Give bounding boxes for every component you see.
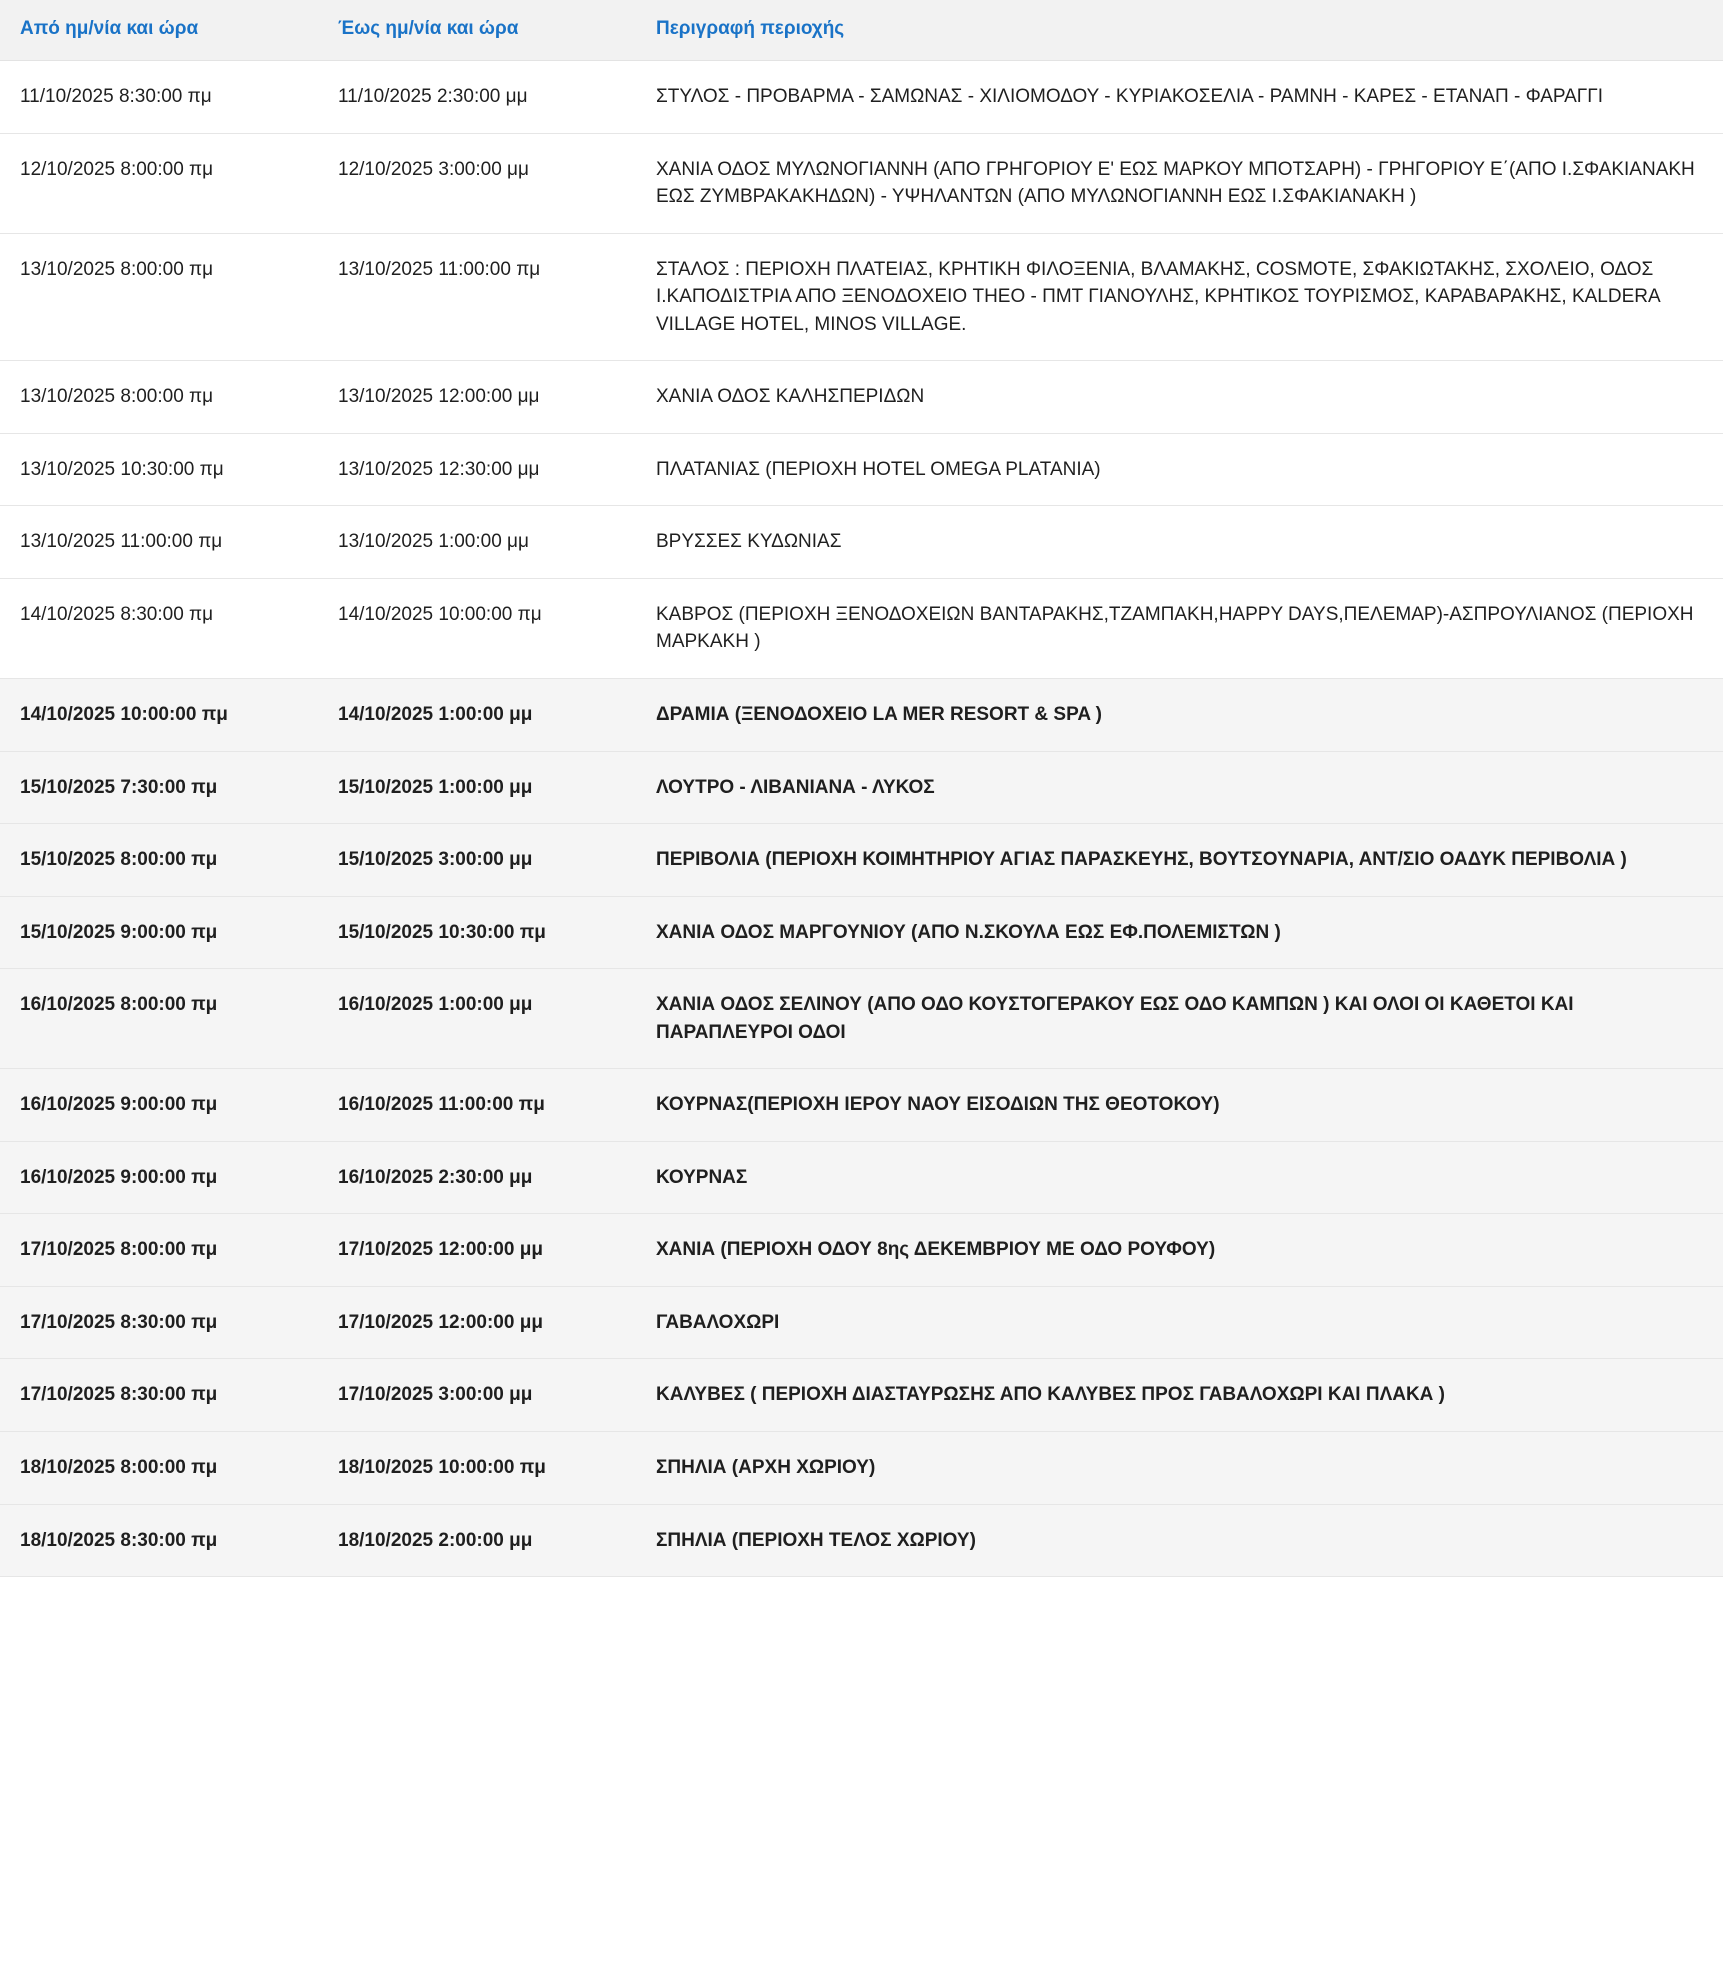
cell-area-description: ΛΟΥΤΡΟ - ΛΙΒΑΝΙΑΝΑ - ΛΥΚΟΣ bbox=[636, 751, 1723, 824]
cell-to-datetime: 17/10/2025 12:00:00 μμ bbox=[318, 1214, 636, 1287]
table-row bbox=[0, 1359, 1723, 1432]
table-row bbox=[0, 824, 1723, 897]
table-row bbox=[0, 361, 1723, 434]
cell-area-description: ΚΟΥΡΝΑΣ(ΠΕΡΙΟΧΗ ΙΕΡΟΥ ΝΑΟΥ ΕΙΣΟΔΙΩΝ ΤΗΣ ΘΕΟΤΟΚΟΥ) bbox=[636, 1069, 1723, 1142]
column-header-description: Περιγραφή περιοχής bbox=[636, 0, 1723, 61]
cell-area-description: ΣΤΑΛΟΣ : ΠΕΡΙΟΧΗ ΠΛΑΤΕΙΑΣ, ΚΡΗΤΙΚΗ ΦΙΛΟΞΕΝΙΑ, ΒΛΑΜΑΚΗΣ, COSMOTE, ΣΦΑΚΙΩΤΑΚΗΣ, ΣΧΟΛΕΙΟ, ΟΔΟΣ Ι.ΚΑΠΟΔΙΣΤΡΙΑ ΑΠΟ ΞΕΝΟΔΟΧΕΙΟ THEO - ΠΜΤ ΓΙΑΝΟΥΛΗΣ, ΚΡΗΤΙΚΟΣ ΤΟΥΡΙΣΜΟΣ, ΚΑΡΑΒΑΡΑΚΗΣ, KALDERA VILLAGE HOTEL, MINOS VILLAGE. bbox=[636, 233, 1723, 361]
cell-to-datetime: 18/10/2025 10:00:00 πμ bbox=[318, 1432, 636, 1505]
cell-to-datetime: 17/10/2025 12:00:00 μμ bbox=[318, 1286, 636, 1359]
table-row bbox=[0, 233, 1723, 361]
cell-from-datetime: 13/10/2025 10:30:00 πμ bbox=[0, 433, 318, 506]
cell-from-datetime: 16/10/2025 9:00:00 πμ bbox=[0, 1141, 318, 1214]
cell-to-datetime: 14/10/2025 1:00:00 μμ bbox=[318, 679, 636, 752]
cell-area-description: ΧΑΝΙΑ ΟΔΟΣ ΜΥΛΩΝΟΓΙΑΝΝΗ (ΑΠΟ ΓΡΗΓΟΡΙΟΥ Ε' ΕΩΣ ΜΑΡΚΟΥ ΜΠΟΤΣΑΡΗ) - ΓΡΗΓΟΡΙΟΥ Ε΄(ΑΠΟ Ι.ΣΦΑΚΙΑΝΑΚΗ ΕΩΣ ΖΥΜΒΡΑΚΑΚΗΔΩΝ) - ΥΨΗΛΑΝΤΩΝ (ΑΠΟ ΜΥΛΩΝΟΓΙΑΝΝΗ ΕΩΣ Ι.ΣΦΑΚΙΑΝΑΚΗ ) bbox=[636, 133, 1723, 233]
cell-from-datetime: 12/10/2025 8:00:00 πμ bbox=[0, 133, 318, 233]
table-row bbox=[0, 61, 1723, 134]
table-header-row bbox=[0, 0, 1723, 61]
cell-area-description: ΚΑΛΥΒΕΣ ( ΠΕΡΙΟΧΗ ΔΙΑΣΤΑΥΡΩΣΗΣ ΑΠΟ ΚΑΛΥΒΕΣ ΠΡΟΣ ΓΑΒΑΛΟΧΩΡΙ ΚΑΙ ΠΛΑΚΑ ) bbox=[636, 1359, 1723, 1432]
cell-from-datetime: 14/10/2025 8:30:00 πμ bbox=[0, 578, 318, 678]
table-row bbox=[0, 1432, 1723, 1505]
cell-to-datetime: 16/10/2025 11:00:00 πμ bbox=[318, 1069, 636, 1142]
cell-to-datetime: 17/10/2025 3:00:00 μμ bbox=[318, 1359, 636, 1432]
table-body bbox=[0, 61, 1723, 1577]
cell-from-datetime: 17/10/2025 8:00:00 πμ bbox=[0, 1214, 318, 1287]
table-row bbox=[0, 578, 1723, 678]
table-row bbox=[0, 1069, 1723, 1142]
table-row bbox=[0, 679, 1723, 752]
cell-area-description: ΣΠΗΛΙΑ (ΠΕΡΙΟΧΗ ΤΕΛΟΣ ΧΩΡΙΟΥ) bbox=[636, 1504, 1723, 1577]
cell-from-datetime: 17/10/2025 8:30:00 πμ bbox=[0, 1286, 318, 1359]
cell-to-datetime: 11/10/2025 2:30:00 μμ bbox=[318, 61, 636, 134]
table-row bbox=[0, 969, 1723, 1069]
cell-to-datetime: 13/10/2025 12:30:00 μμ bbox=[318, 433, 636, 506]
cell-from-datetime: 13/10/2025 8:00:00 πμ bbox=[0, 233, 318, 361]
cell-area-description: ΚΟΥΡΝΑΣ bbox=[636, 1141, 1723, 1214]
table-row bbox=[0, 133, 1723, 233]
cell-area-description: ΧΑΝΙΑ ΟΔΟΣ ΣΕΛΙΝΟΥ (ΑΠΟ ΟΔΟ ΚΟΥΣΤΟΓΕΡΑΚΟΥ ΕΩΣ ΟΔΟ ΚΑΜΠΩΝ ) ΚΑΙ ΟΛΟΙ ΟΙ ΚΑΘΕΤΟΙ ΚΑΙ ΠΑΡΑΠΛΕΥΡΟΙ ΟΔΟΙ bbox=[636, 969, 1723, 1069]
cell-area-description: ΠΛΑΤΑΝΙΑΣ (ΠΕΡΙΟΧΗ HOTEL OMEGA PLATANIA) bbox=[636, 433, 1723, 506]
cell-from-datetime: 14/10/2025 10:00:00 πμ bbox=[0, 679, 318, 752]
table-row bbox=[0, 751, 1723, 824]
cell-area-description: ΣΤΥΛΟΣ - ΠΡΟΒΑΡΜΑ - ΣΑΜΩΝΑΣ - ΧΙΛΙΟΜΟΔΟΥ - ΚΥΡΙΑΚΟΣΕΛΙΑ - ΡΑΜΝΗ - ΚΑΡΕΣ - ΕΤΑΝΑΠ - ΦΑΡΑΓΓΙ bbox=[636, 61, 1723, 134]
cell-from-datetime: 11/10/2025 8:30:00 πμ bbox=[0, 61, 318, 134]
cell-from-datetime: 15/10/2025 9:00:00 πμ bbox=[0, 896, 318, 969]
cell-from-datetime: 18/10/2025 8:30:00 πμ bbox=[0, 1504, 318, 1577]
cell-to-datetime: 13/10/2025 12:00:00 μμ bbox=[318, 361, 636, 434]
table-row bbox=[0, 1504, 1723, 1577]
cell-area-description: ΧΑΝΙΑ (ΠΕΡΙΟΧΗ ΟΔΟΥ 8ης ΔΕΚΕΜΒΡΙΟΥ ΜΕ ΟΔΟ ΡΟΥΦΟΥ) bbox=[636, 1214, 1723, 1287]
table-row bbox=[0, 433, 1723, 506]
cell-to-datetime: 18/10/2025 2:00:00 μμ bbox=[318, 1504, 636, 1577]
table-row bbox=[0, 896, 1723, 969]
cell-area-description: ΒΡΥΣΣΕΣ ΚΥΔΩΝΙΑΣ bbox=[636, 506, 1723, 579]
cell-to-datetime: 12/10/2025 3:00:00 μμ bbox=[318, 133, 636, 233]
cell-area-description: ΧΑΝΙΑ ΟΔΟΣ ΚΑΛΗΣΠΕΡΙΔΩΝ bbox=[636, 361, 1723, 434]
cell-area-description: ΣΠΗΛΙΑ (ΑΡΧΗ ΧΩΡΙΟΥ) bbox=[636, 1432, 1723, 1505]
cell-to-datetime: 16/10/2025 1:00:00 μμ bbox=[318, 969, 636, 1069]
cell-area-description: ΚΑΒΡΟΣ (ΠΕΡΙΟΧΗ ΞΕΝΟΔΟΧΕΙΩΝ ΒΑΝΤΑΡΑΚΗΣ,ΤΖΑΜΠΑΚΗ,HAPPY DAYS,ΠΕΛΕΜΑΡ)-ΑΣΠΡΟΥΛΙΑΝΟΣ (ΠΕΡΙΟΧΗ ΜΑΡΚΑΚΗ ) bbox=[636, 578, 1723, 678]
cell-from-datetime: 13/10/2025 11:00:00 πμ bbox=[0, 506, 318, 579]
cell-to-datetime: 13/10/2025 11:00:00 πμ bbox=[318, 233, 636, 361]
cell-to-datetime: 16/10/2025 2:30:00 μμ bbox=[318, 1141, 636, 1214]
cell-from-datetime: 18/10/2025 8:00:00 πμ bbox=[0, 1432, 318, 1505]
cell-from-datetime: 15/10/2025 7:30:00 πμ bbox=[0, 751, 318, 824]
table-row bbox=[0, 1286, 1723, 1359]
cell-from-datetime: 17/10/2025 8:30:00 πμ bbox=[0, 1359, 318, 1432]
cell-area-description: ΠΕΡΙΒΟΛΙΑ (ΠΕΡΙΟΧΗ ΚΟΙΜΗΤΗΡΙΟΥ ΑΓΙΑΣ ΠΑΡΑΣΚΕΥΗΣ, ΒΟΥΤΣΟΥΝΑΡΙΑ, ΑΝΤ/ΣΙΟ ΟΑΔΥΚ ΠΕΡΙΒΟΛΙΑ ) bbox=[636, 824, 1723, 897]
cell-to-datetime: 14/10/2025 10:00:00 πμ bbox=[318, 578, 636, 678]
cell-to-datetime: 13/10/2025 1:00:00 μμ bbox=[318, 506, 636, 579]
table-row bbox=[0, 1214, 1723, 1287]
table-header bbox=[0, 0, 1723, 61]
cell-area-description: ΓΑΒΑΛΟΧΩΡΙ bbox=[636, 1286, 1723, 1359]
column-header-to: Έως ημ/νία και ώρα bbox=[318, 0, 636, 61]
cell-from-datetime: 13/10/2025 8:00:00 πμ bbox=[0, 361, 318, 434]
table-row bbox=[0, 1141, 1723, 1214]
cell-from-datetime: 16/10/2025 9:00:00 πμ bbox=[0, 1069, 318, 1142]
column-header-from: Από ημ/νία και ώρα bbox=[0, 0, 318, 61]
cell-from-datetime: 16/10/2025 8:00:00 πμ bbox=[0, 969, 318, 1069]
cell-to-datetime: 15/10/2025 3:00:00 μμ bbox=[318, 824, 636, 897]
cell-to-datetime: 15/10/2025 10:30:00 πμ bbox=[318, 896, 636, 969]
cell-to-datetime: 15/10/2025 1:00:00 μμ bbox=[318, 751, 636, 824]
table-row bbox=[0, 506, 1723, 579]
cell-area-description: ΧΑΝΙΑ ΟΔΟΣ ΜΑΡΓΟΥΝΙΟΥ (ΑΠΟ Ν.ΣΚΟΥΛΑ ΕΩΣ ΕΦ.ΠΟΛΕΜΙΣΤΩΝ ) bbox=[636, 896, 1723, 969]
cell-from-datetime: 15/10/2025 8:00:00 πμ bbox=[0, 824, 318, 897]
cell-area-description: ΔΡΑΜΙΑ (ΞΕΝΟΔΟΧΕΙΟ LA MER RESORT & SPA ) bbox=[636, 679, 1723, 752]
